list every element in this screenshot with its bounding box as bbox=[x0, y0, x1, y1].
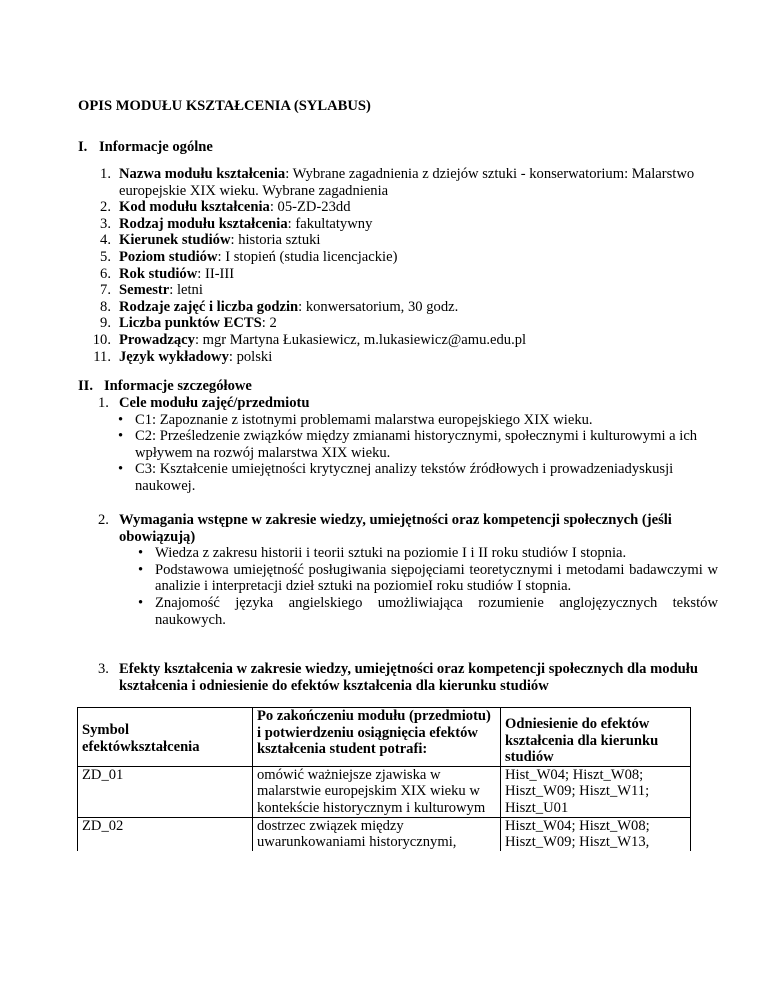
list-item: 2. Kod modułu kształcenia: 05-ZD-23dd bbox=[100, 199, 351, 216]
document-title: OPIS MODUŁU KSZTAŁCENIA (SYLABUS) bbox=[78, 98, 371, 114]
goals-list bbox=[98, 412, 718, 495]
table-row bbox=[78, 817, 691, 851]
column-header-symbol: Symbol efektówkształcenia bbox=[78, 708, 253, 767]
column-header-description: Po zakończeniu modułu (przedmiotu) i potwierdzeniu osiągnięcia efektów kształcenia student potrafi: bbox=[253, 708, 501, 767]
list-item: 8. Rodzaje zajęć i liczba godzin: konwersatorium, 30 godz. bbox=[100, 298, 459, 315]
list-item: • Wiedza z zakresu historii i teorii sztuki na poziomie I i II roku studiów I stopnia. bbox=[138, 545, 627, 562]
list-item: • Podstawowa umiejętność posługiwania siępojęciami teoretycznymi i metodami badawczymi w analizie i interpretacji dzieł sztuki na poziomieI roku studiów I stopnia. bbox=[138, 561, 718, 595]
effects-table bbox=[77, 707, 691, 851]
list-item: • C2: Prześledzenie związków między zmianami historycznymi, społecznymi i kulturowymi a ich wpływem na rozwój malarstwa XIX wieku. bbox=[118, 428, 698, 461]
section-title: Informacje ogólne bbox=[99, 139, 213, 155]
table-cell: dostrzec związek między uwarunkowaniami historycznymi, bbox=[253, 817, 501, 851]
requirements-block bbox=[98, 512, 718, 628]
section-general-heading bbox=[78, 139, 213, 156]
goals-block bbox=[98, 395, 718, 495]
section-details-heading bbox=[78, 378, 252, 395]
section-title: Informacje szczegółowe bbox=[104, 378, 252, 394]
list-item: • Znajomość języka angielskiego umożliwiająca rozumienie anglojęzycznych tekstów naukowych. bbox=[138, 594, 718, 628]
effects-block bbox=[98, 661, 718, 694]
section-number: I. bbox=[78, 139, 88, 155]
section-number: II. bbox=[78, 378, 94, 394]
table-cell: omówić ważniejsze zjawiska w malarstwie europejskim XIX wieku w kontekście historycznym i kulturowym bbox=[253, 766, 501, 817]
requirements-list bbox=[98, 545, 718, 628]
list-item: 11. Język wykładowy: polski bbox=[93, 348, 273, 365]
list-item: 6. Rok studiów: II-III bbox=[100, 265, 235, 282]
block-number: 2. bbox=[98, 512, 109, 528]
list-item: 4. Kierunek studiów: historia sztuki bbox=[100, 232, 321, 249]
block-title: Cele modułu zajęć/przedmiotu bbox=[119, 395, 310, 411]
list-item: 1. Nazwa modułu kształcenia: Wybrane zagadnienia z dziejów sztuki - konserwatorium: Malarstwo europejskie XIX wieku. Wybrane zagadnienia bbox=[100, 166, 695, 199]
block-number: 1. bbox=[98, 395, 109, 411]
list-item: 10. Prowadzący: mgr Martyna Łukasiewicz, m.lukasiewicz@amu.edu.pl bbox=[92, 331, 527, 348]
block-title: Wymagania wstępne w zakresie wiedzy, umiejętności oraz kompetencji społecznych (jeśli obowiązują) bbox=[119, 512, 672, 545]
column-header-reference: Odniesienie do efektów kształcenia dla kierunku studiów bbox=[501, 708, 691, 767]
table-cell: ZD_02 bbox=[78, 817, 253, 851]
table-cell: Hiszt_W04; Hiszt_W08; Hiszt_W09; Hiszt_W13, bbox=[501, 817, 691, 851]
general-info-list bbox=[78, 166, 698, 365]
list-item: • C1: Zapoznanie z istotnymi problemami malarstwa europejskiego XIX wieku. bbox=[118, 411, 593, 428]
list-item: 9. Liczba punktów ECTS: 2 bbox=[100, 315, 277, 332]
list-item: • C3: Kształcenie umiejętności krytycznej analizy tekstów źródłowych i prowadzeniadyskusji naukowej. bbox=[118, 461, 674, 494]
table-cell: ZD_01 bbox=[78, 766, 253, 817]
list-item: 7. Semestr: letni bbox=[100, 282, 203, 299]
table-header-row bbox=[78, 708, 691, 767]
table-row bbox=[78, 766, 691, 817]
table-cell: Hist_W04; Hiszt_W08; Hiszt_W09; Hiszt_W11; Hiszt_U01 bbox=[501, 766, 691, 817]
list-item: 5. Poziom studiów: I stopień (studia licencjackie) bbox=[100, 248, 398, 265]
list-item: 3. Rodzaj modułu kształcenia: fakultatywny bbox=[100, 215, 373, 232]
block-title: Efekty kształcenia w zakresie wiedzy, umiejętności oraz kompetencji społecznych dla modułu kształcenia i odniesienie do efektów kształcenia dla kierunku studiów bbox=[119, 661, 698, 694]
block-number: 3. bbox=[98, 661, 109, 677]
